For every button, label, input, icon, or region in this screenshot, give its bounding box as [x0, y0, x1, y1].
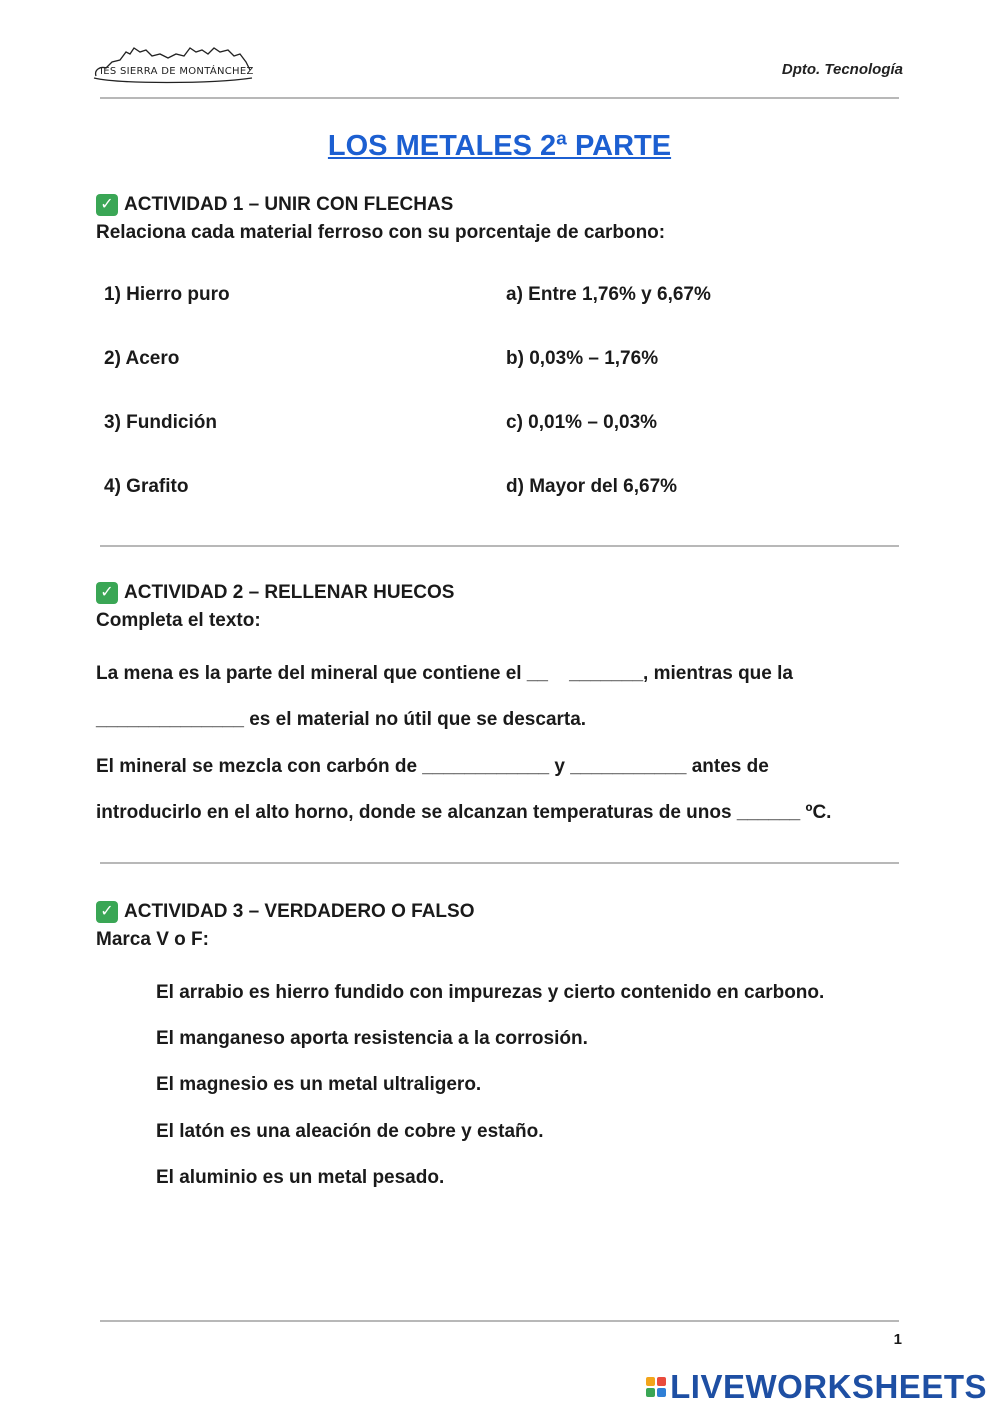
liveworksheets-brand[interactable]	[646, 1368, 987, 1406]
header-divider	[100, 97, 899, 99]
match-left-item[interactable]: 3) Fundición	[104, 412, 217, 433]
true-false-statement[interactable]: El latón es una aleación de cobre y estaño.	[156, 1121, 544, 1142]
true-false-statement[interactable]: El aluminio es un metal pesado.	[156, 1167, 445, 1188]
activity2-heading-text: ACTIVIDAD 2 – RELLENAR HUECOS	[124, 582, 455, 603]
fill-blank-line[interactable]: El mineral se mezcla con carbón de ____________ y ___________ antes de	[96, 756, 769, 777]
school-name: IES SIERRA DE MONTÁNCHEZ	[100, 66, 254, 77]
check-mark-icon: ✓	[96, 582, 118, 604]
true-false-statement[interactable]: El manganeso aporta resistencia a la corrosión.	[156, 1028, 588, 1049]
activity2-heading	[96, 582, 454, 604]
footer-divider	[100, 1320, 899, 1322]
castle-logo-icon	[90, 40, 255, 88]
match-left-item[interactable]: 1) Hierro puro	[104, 284, 230, 305]
page-title: LOS METALES 2ª PARTE	[327, 130, 672, 162]
check-mark-icon: ✓	[96, 901, 118, 923]
school-logo	[90, 40, 255, 88]
match-left-item[interactable]: 4) Grafito	[104, 476, 189, 497]
true-false-statement[interactable]: El arrabio es hierro fundido con impurezas y cierto contenido en carbono.	[156, 982, 825, 1003]
section-divider	[100, 862, 899, 864]
department-label: Dpto. Tecnología	[781, 61, 903, 78]
match-right-item[interactable]: a) Entre 1,76% y 6,67%	[506, 284, 711, 305]
page-number: 1	[893, 1331, 902, 1348]
section-divider	[100, 545, 899, 547]
liveworksheets-logo-icon	[646, 1377, 666, 1397]
activity1-instruction: Relaciona cada material ferroso con su porcentaje de carbono:	[96, 222, 666, 243]
activity1-heading	[96, 194, 453, 216]
fill-blank-line[interactable]: introducirlo en el alto horno, donde se alcanzan temperaturas de unos ______ ºC.	[96, 802, 832, 823]
brand-text: LIVEWORKSHEETS	[670, 1368, 987, 1405]
activity1-heading-text: ACTIVIDAD 1 – UNIR CON FLECHAS	[124, 194, 454, 215]
match-right-item[interactable]: c) 0,01% – 0,03%	[506, 412, 658, 433]
activity3-heading	[96, 901, 475, 923]
fill-blank-line[interactable]: ______________ es el material no útil que se descarta.	[96, 709, 587, 730]
activity3-instruction: Marca V o F:	[96, 929, 209, 950]
check-mark-icon: ✓	[96, 194, 118, 216]
match-right-item[interactable]: b) 0,03% – 1,76%	[506, 348, 659, 369]
true-false-statement[interactable]: El magnesio es un metal ultraligero.	[156, 1074, 482, 1095]
fill-blank-line[interactable]: La mena es la parte del mineral que contiene el __ _______, mientras que la	[96, 663, 793, 684]
activity2-instruction: Completa el texto:	[96, 610, 261, 631]
activity3-heading-text: ACTIVIDAD 3 – VERDADERO O FALSO	[124, 901, 475, 922]
match-left-item[interactable]: 2) Acero	[104, 348, 180, 369]
match-right-item[interactable]: d) Mayor del 6,67%	[506, 476, 678, 497]
